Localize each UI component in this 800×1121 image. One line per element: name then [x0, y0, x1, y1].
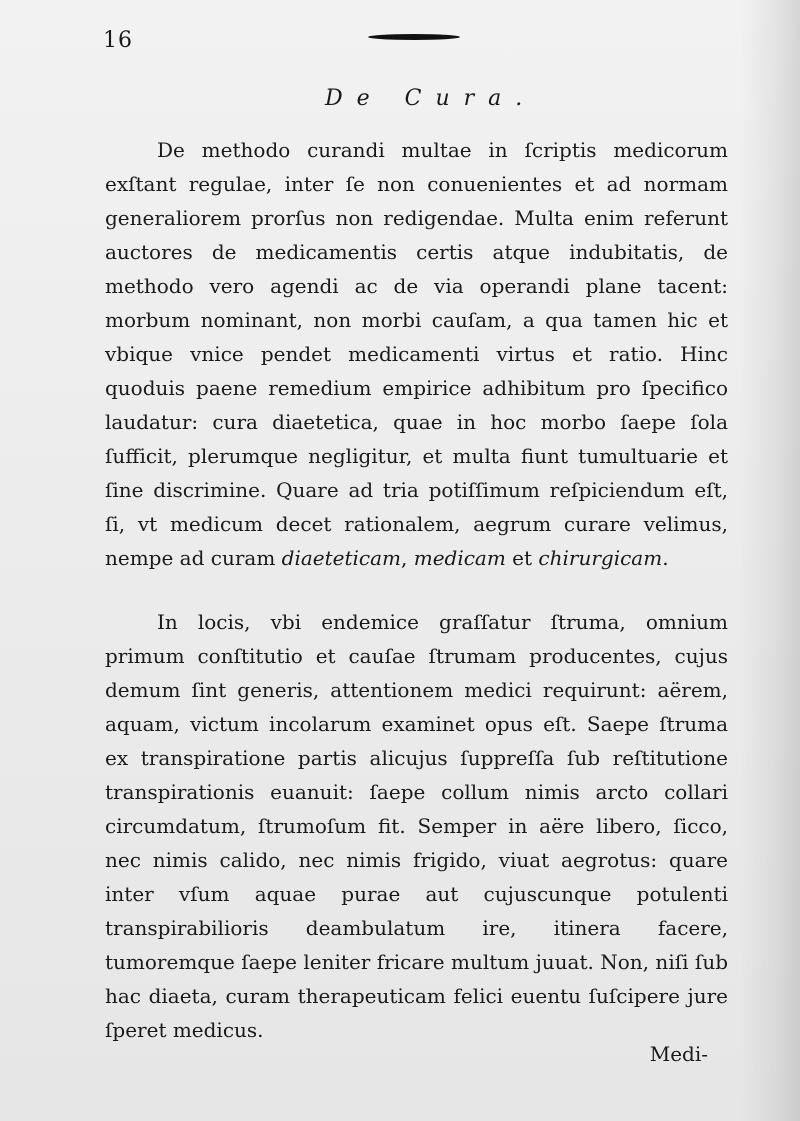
italic-term: diaeteticam — [281, 546, 402, 570]
catchword: Medi- — [649, 1042, 708, 1066]
paragraph-2 — [105, 605, 728, 1047]
paragraph-1 — [105, 133, 728, 575]
text-run: De methodo curandi multae in ſcriptis medicorum exſtant regulae, inter ſe non conuenientes et ad normam generaliorem prorſus non redigendae. Multa enim referunt auctores de medicamentis certis atque indubitatis, de methodo vero agendi ac de via operandi plane tacent: morbum nominant, non morbi cauſam, a qua tamen hic et vbique vnice pendet medicamenti virtus et ratio. Hinc quoduis paene remedium empirice adhibitum pro ſpecifico laudatur: cura diaetetica, quae in hoc morbo ſaepe ſola ſufficit, plerumque negligitur, et multa fiunt tumultuarie et ſine discrimine. Quare ad tria potiſſimum reſpiciendum eſt, ſi, vt medicum decet rationalem, aegrum curare velimus, nempe ad curam — [105, 138, 728, 570]
italic-term: medicam — [413, 546, 506, 570]
page-number: 16 — [103, 28, 133, 53]
text-run: In locis, vbi endemice graſſatur ſtruma, omnium primum conſtitutio et cauſae ſtrumam producentes, cujus demum ſint generis, attentionem medici requirunt: aërem, aquam, victum incolarum examinet opus eſt. Saepe ſtruma ex transpiratione partis alicujus ſuppreſſa ſub reſtitutione transpirationis euanuit: ſaepe collum nimis arcto collari circumdatum, ſtrumoſum fit. Semper in aëre libero, ſicco, nec nimis calido, nec nimis frigido, viuat aegrotus: quare inter vſum aquae purae aut cujuscunque potulenti transpirabilioris deambulatum ire, itinera facere, tumoremque ſaepe leniter fricare multum juuat. Non, niſi ſub hac diaeta, curam therapeuticam felici euentu ſuſcipere jure ſperet medicus. — [105, 610, 728, 1042]
text-run: , — [401, 546, 414, 570]
page-edge-shadow — [740, 0, 800, 1121]
text-run: et — [505, 546, 539, 570]
italic-term: chirurgicam — [538, 546, 663, 570]
chapter-title: De Cura. — [325, 86, 537, 111]
text-run: . — [662, 546, 669, 570]
header-ornament-rule — [368, 34, 460, 40]
